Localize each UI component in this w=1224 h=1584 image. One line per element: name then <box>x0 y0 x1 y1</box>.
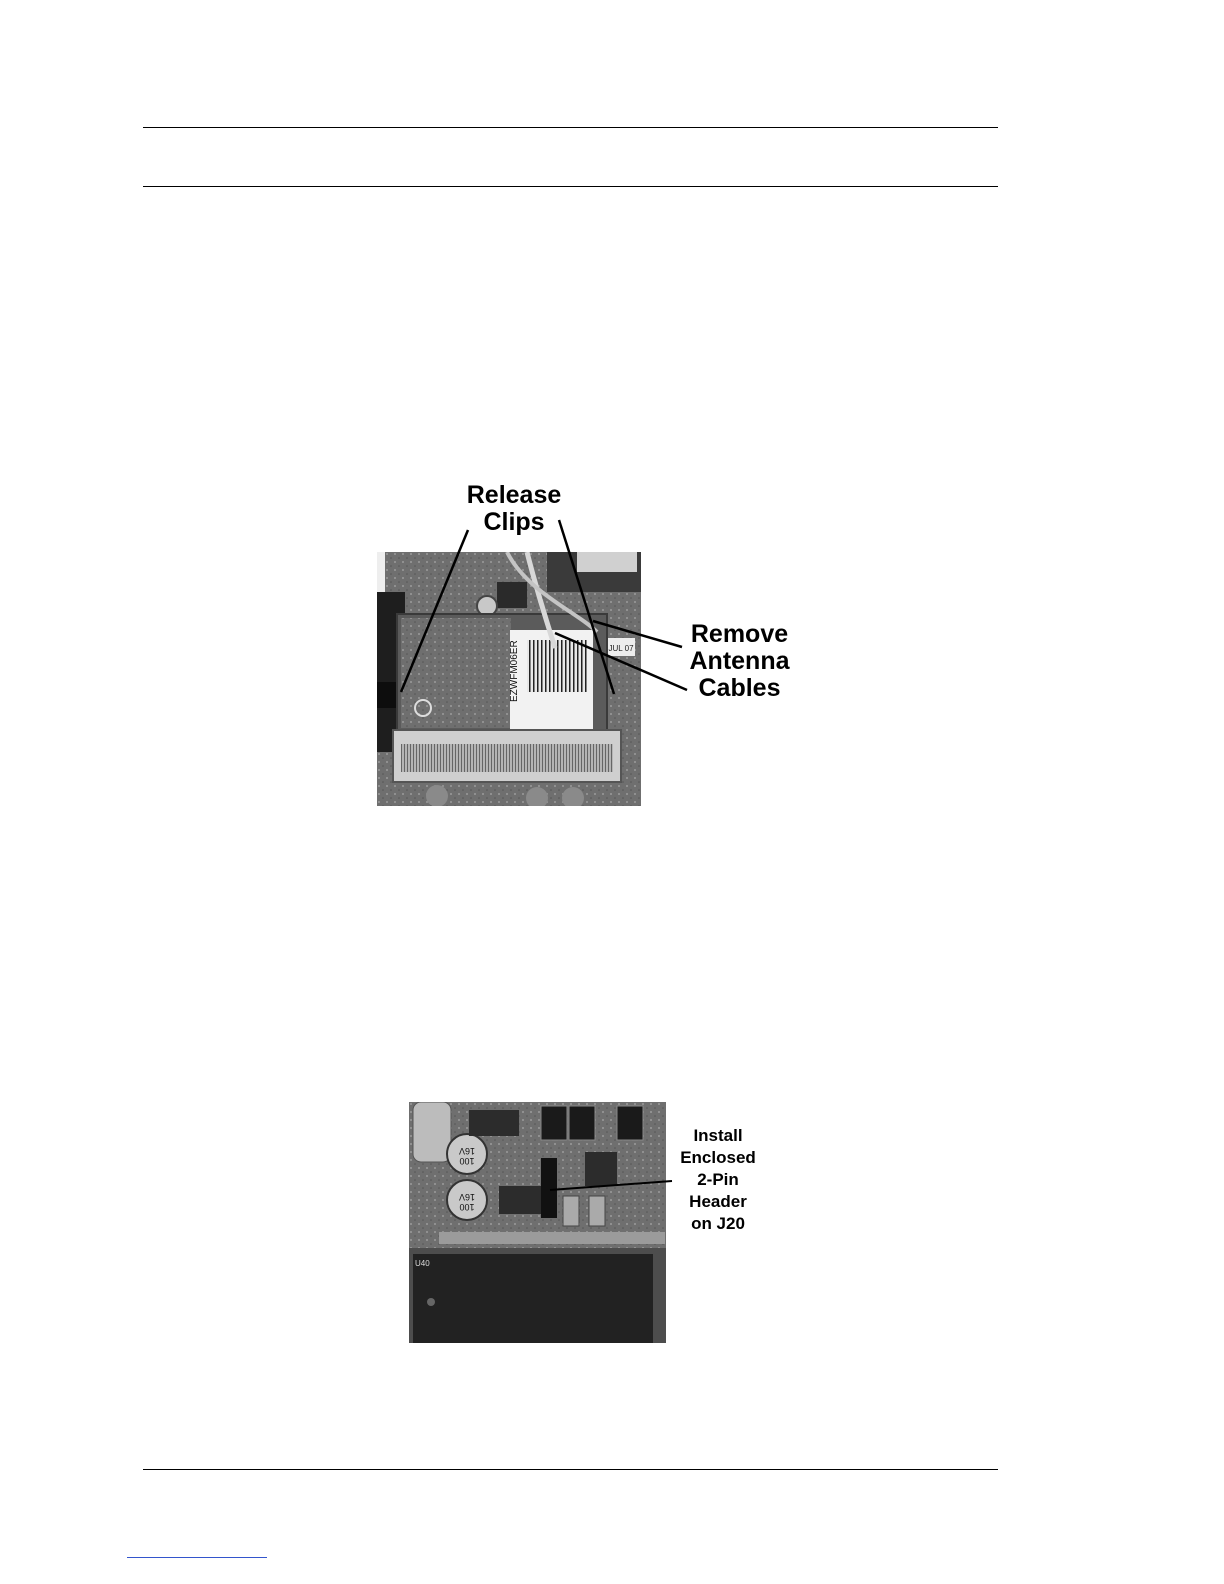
card-fcc-id-text: EZWFM06ER <box>509 640 520 702</box>
release-clips-callout: Release Clips <box>466 481 562 536</box>
chip-u40-label: U40 <box>415 1259 430 1268</box>
install-header-callout: Install Enclosed 2-Pin Header on J20 <box>680 1126 756 1234</box>
remove-antenna-cables-callout: Remove Antenna Cables <box>689 620 790 702</box>
leader-j20 <box>550 1181 672 1190</box>
capacitor-label-1: 10016V <box>458 1146 476 1166</box>
capacitor-label-2: 10016V <box>458 1192 476 1212</box>
date-sticker-text: JUL 07 <box>608 644 634 653</box>
